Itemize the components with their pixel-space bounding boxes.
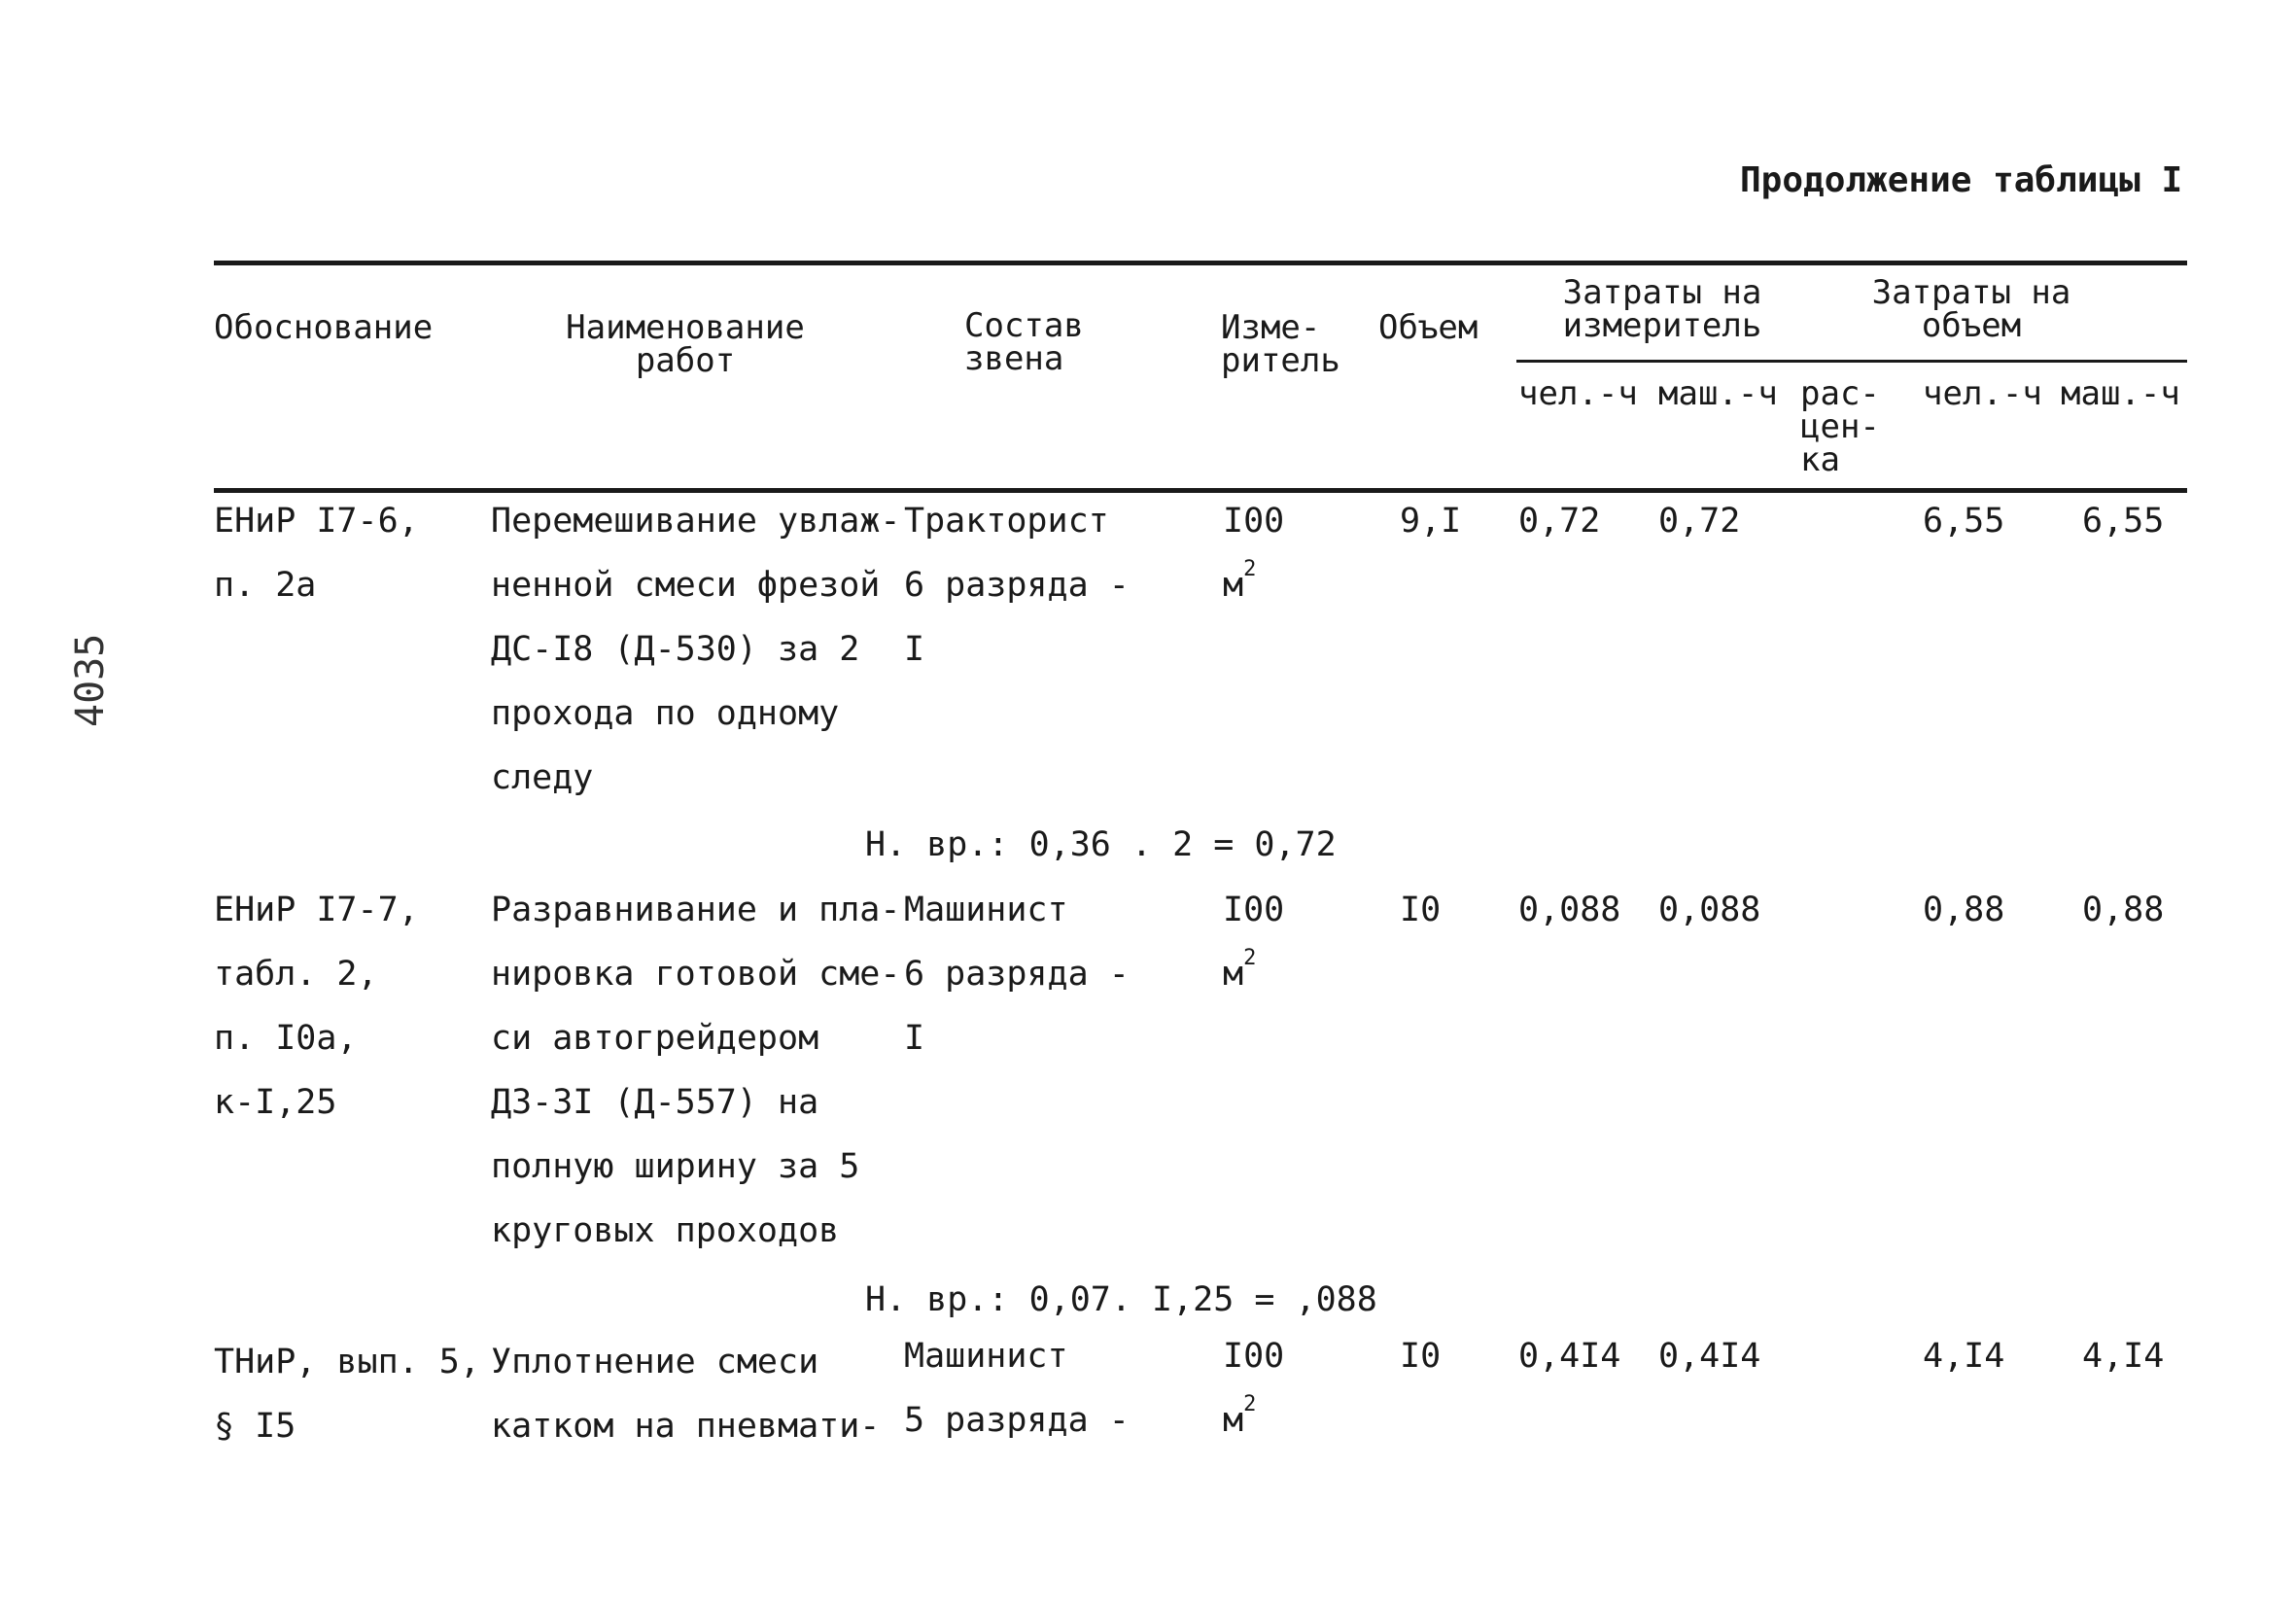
row2-man-volume: 0,88 [1923,891,2005,929]
row3-man-unit: 0,4I4 [1518,1337,1621,1376]
row1-mach-volume: 6,55 [2082,502,2165,541]
header-unit: Изме- ритель [1221,308,1340,380]
header-crew: Состав звена [964,306,1084,378]
row3-man-volume: 4,I4 [1923,1337,2005,1376]
row1-norm-note: Н. вр.: 0,36 . 2 = 0,72 [865,825,1337,864]
header-machine-hours: маш.-ч [1658,374,1778,413]
row3-work: Уплотнение смеси катком на пневмати- [491,1343,881,1446]
row1-work: Перемешивание увлаж- ненной смеси фрезой ДС-I8 (Д-530) за 2 прохода по одному следу [491,502,901,797]
row1-man-unit: 0,72 [1518,502,1601,541]
row2-volume: I0 [1400,891,1442,929]
row1-crew: Тракторист 6 разряда - I [904,502,1130,669]
row3-mach-unit: 0,4I4 [1658,1337,1761,1376]
header-rate: рас- цен- ка [1800,374,1880,479]
row2-work: Разравнивание и пла- нировка готовой сме- си автогрейдером ДЗ-3I (Д-557) на полную ширину за 5 круговых проходов [491,891,901,1250]
row2-unit: I00 $м^2$ [1223,891,1285,994]
row1-basis: ЕНиР I7-6, п. 2а [214,502,419,605]
header-volume: Объем [1378,308,1478,347]
row2-man-unit: 0,088 [1518,891,1621,929]
row1-man-volume: 6,55 [1923,502,2005,541]
row3-mach-volume: 4,I4 [2082,1337,2165,1376]
header-man-hours-volume: чел.-ч [1923,374,2042,413]
row2-norm-note: Н. вр.: 0,07. I,25 = ,088 [865,1280,1377,1319]
header-basis: Обоснование [214,308,434,347]
row3-basis: ТНиР, вып. 5, § I5 [214,1343,480,1446]
row1-mach-unit: 0,72 [1658,502,1741,541]
row2-mach-unit: 0,088 [1658,891,1761,929]
header-cost-per-unit: Затраты на измеритель [1562,273,1762,345]
row1-volume: 9,I [1400,502,1462,541]
row3-volume: I0 [1400,1337,1442,1376]
header-sub-rule [1516,360,2187,363]
margin-archive-number: 4035 [68,633,113,727]
row1-unit: I00 $м^2$ [1223,502,1285,605]
table-caption: Продолжение таблицы I [1740,160,2183,200]
header-man-hours: чел.-ч [1518,374,1638,413]
header-cost-per-volume: Затраты на объем [1871,273,2071,345]
row2-basis: ЕНиР I7-7, табл. 2, п. I0а, к-I,25 [214,891,419,1122]
row2-crew: Машинист 6 разряда - I [904,891,1130,1058]
row3-crew: Машинист 5 разряда - [904,1337,1130,1440]
row2-mach-volume: 0,88 [2082,891,2165,929]
header-work-name: Наименование работ [566,308,805,380]
header-machine-hours-volume: маш.-ч [2061,374,2180,413]
row3-unit: I00 $м^2$ [1223,1337,1285,1440]
table-top-rule [214,261,2187,265]
